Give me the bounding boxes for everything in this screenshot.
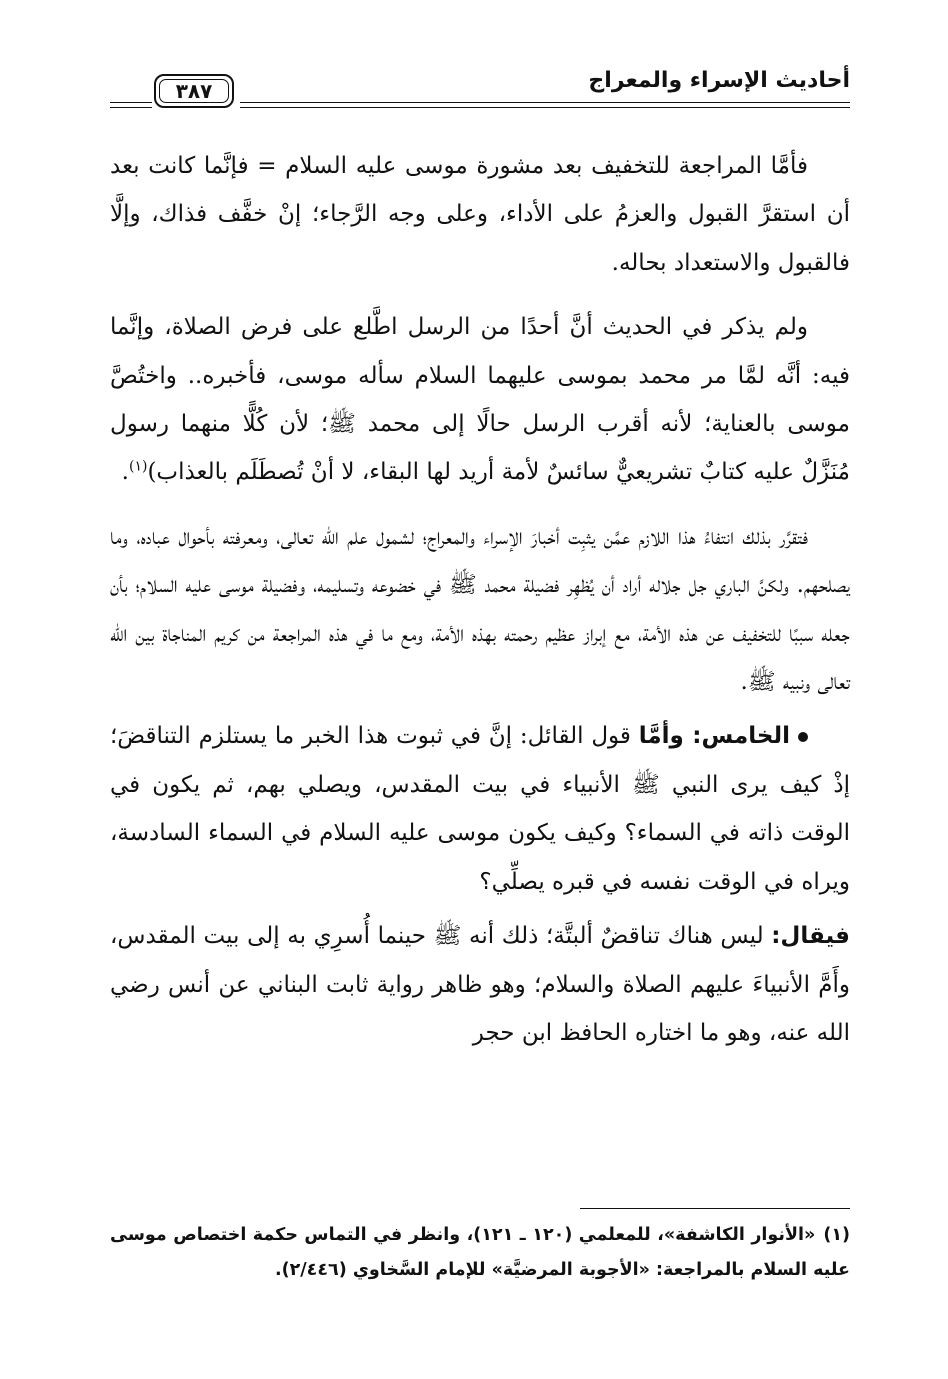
paragraph-1 [110, 142, 850, 287]
paragraph-end: . [121, 459, 129, 486]
answer-lead: فيقال: [771, 923, 850, 950]
bullet-point-icon [798, 732, 808, 742]
header-double-rule [240, 102, 850, 108]
paragraph-text: ليس هناك تناقضٌ ألبتَّة؛ ذلك أنه ﷺ حينما أُسرِي به إلى بيت المقدس، وأَمَّ الأنبياءَ عليهم الصلاة والسلام؛ وهو ظاهر رواية ثابت البناني عن أنس رضي الله عنه، وهو ما اختاره الحافظ ابن حجر [110, 923, 850, 1046]
paragraph-4 [110, 712, 850, 906]
main-text [110, 142, 850, 1073]
paragraph-3 [110, 513, 850, 707]
running-title: أحاديث الإسراء والمعراج [588, 68, 850, 93]
paragraph-2 [110, 303, 850, 497]
footnote-text: «الأنوار الكاشفة»، للمعلمي (١٢٠ ـ ١٢١)، وانظر في التماس حكمة اختصاص موسى عليه السلام بالمراجعة: «الأجوبة المرضيَّة» للإمام السَّخاوي (٢/٤٤٦). [110, 1225, 850, 1280]
paragraph-text: فأمَّا المراجعة للتخفيف بعد مشورة موسى عليه السلام = فإنَّما كانت بعد أن استقرَّ القبول والعزمُ على الأداء، وعلى وجه الرَّجاء؛ إنْ خفَّف فذاك، وإلَّا فالقبول والاستعداد بحاله. [110, 153, 850, 276]
paragraph-text: فتقرَّر بذلك انتفاءُ هذا اللازم عمَّن يثبِت أخبارَ الإسراء والمعراج؛ لشمول علم الله تعالى، ومعرفته بأحوال عباده، وما يصلحهم. ولكنَّ الباري جل جلاله أراد أن يُظهِر فضيلة محمد ﷺ في خضوعه وتسليمه، وفضيلة موسى عليه السلام؛ بأن جعله سببًا للتخفيف عن هذه الأمة، مع إبراز عظيم رحمته بهذه الأمة، ومع ما في هذه المراجعة من كريم المناجاة بين الله تعالى ونبيه ﷺ. [110, 523, 850, 696]
header-double-rule-left [110, 102, 152, 108]
footnote-mark: (١) [823, 1225, 850, 1245]
paragraph-5 [110, 912, 850, 1057]
page-number-frame [154, 74, 234, 108]
page-header [110, 62, 850, 116]
footnotes [110, 1218, 850, 1288]
page-number: ٣٨٧ [159, 79, 229, 103]
footnote-reference: (١) [128, 458, 148, 475]
footnote-separator [580, 1208, 850, 1209]
section-lead: الخامس: وأمَّا [638, 723, 790, 750]
paragraph-text: قول القائل: إنَّ في ثبوت هذا الخبر ما يستلزم التناقضَ؛ إذْ كيف يرى النبي ﷺ الأنبياء في بيت المقدس، ويصلي بهم، ثم يكون في الوقت ذاته في السماء؟ وكيف يكون موسى عليه السلام في السماء السادسة، ويراه في الوقت نفسه في قبره يصلِّي؟ [110, 723, 850, 895]
footnote-item [110, 1218, 850, 1288]
paragraph-text: ولم يذكر في الحديث أنَّ أحدًا من الرسل اطَّلع على فرض الصلاة، وإنَّما فيه: أنَّه لمَّا مر محمد بموسى عليهما السلام سأله موسى، فأخبره.. واختُصَّ موسى بالعناية؛ لأنه أقرب الرسل حالًا إلى محمد ﷺ؛ لأن كُلًّا منهما رسول مُنَزَّلٌ عليه كتابٌ تشريعيٌّ سائسٌ لأمة أريد لها البقاء، لا أنْ تُصطَلَم بالعذاب) [110, 314, 850, 486]
